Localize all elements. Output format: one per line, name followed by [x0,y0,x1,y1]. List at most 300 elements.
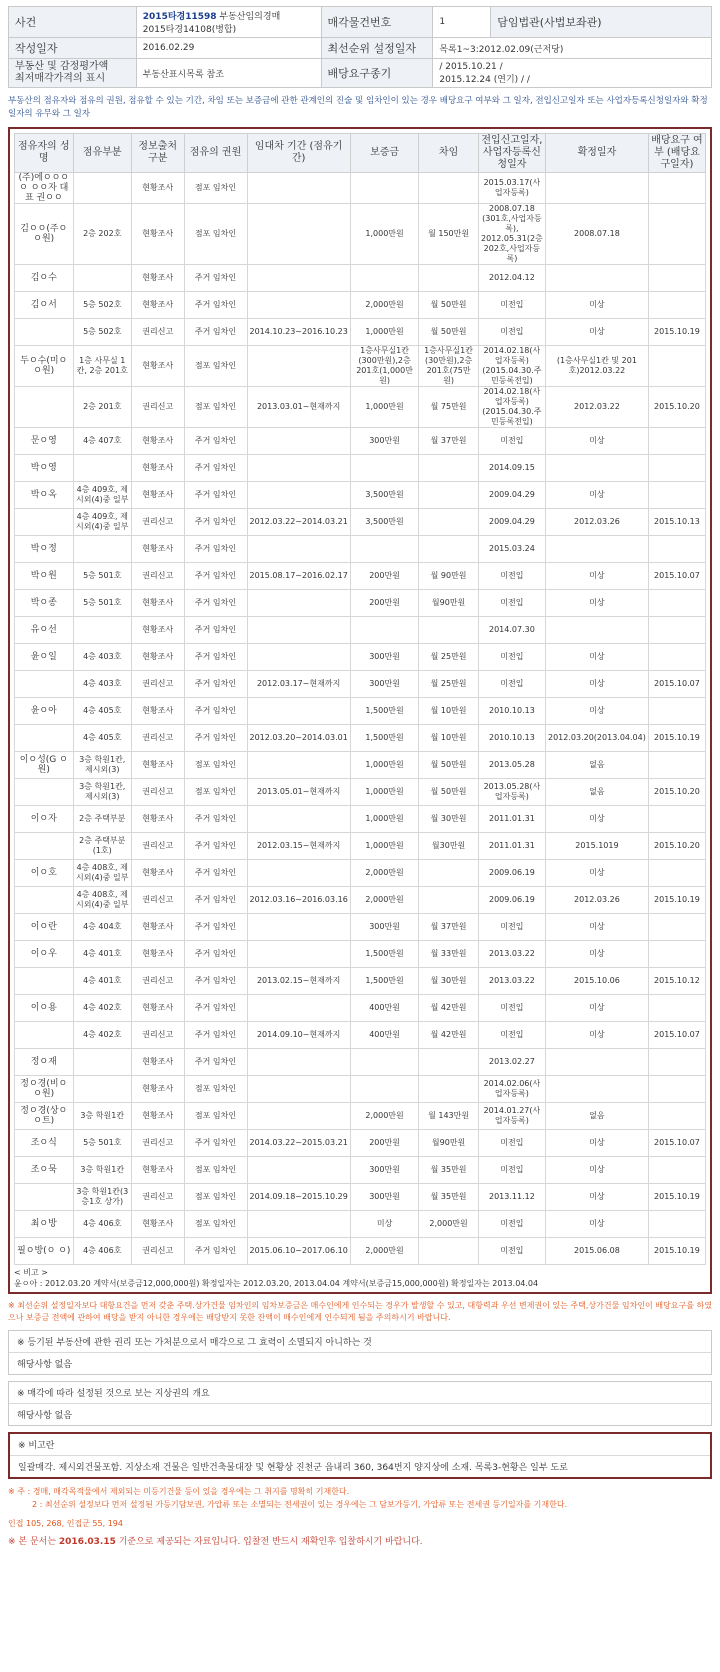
lease-period [247,644,350,671]
lease-period [247,1211,350,1238]
occupied-part: 4층 402호 [73,1022,131,1049]
lease-period: 2013.03.01~현재까지 [247,387,350,428]
rent [419,860,478,887]
lease-period [247,455,350,482]
info-source: 권리신고 [131,1022,184,1049]
dividend-request: 2015.10.20 [648,833,705,860]
occupied-part: 3층 학원1칸 [73,1103,131,1130]
table-row [15,1049,706,1076]
occupancy-right: 주거 임차인 [184,1130,247,1157]
dividend-request: 2015.10.07 [648,1022,705,1049]
registered-rights-body: 해당사항 없음 [17,1360,73,1370]
info-source: 현황조사 [131,752,184,779]
lease-period [247,1049,350,1076]
rent: 월 25만원 [419,644,478,671]
item-no-label: 매각물건번호 [321,7,433,38]
deposit: 3,500만원 [350,509,419,536]
occupied-part: 5층 501호 [73,563,131,590]
lease-period: 2012.03.22~2014.03.21 [247,509,350,536]
footnotes [8,1485,712,1549]
dividend-request [648,482,705,509]
deposit: 1,500만원 [350,941,419,968]
deposit: 300만원 [350,914,419,941]
deposit: 300만원 [350,1184,419,1211]
info-source: 권리신고 [131,509,184,536]
occupancy-right: 주거 임차인 [184,482,247,509]
occupancy-right: 주거 임차인 [184,590,247,617]
occupancy-right: 점포 임차인 [184,1184,247,1211]
occupied-part: 3층 학원1칸, 제시외(3) [73,779,131,806]
fixed-date: 미상 [546,914,649,941]
occupancy-right: 주거 임차인 [184,265,247,292]
table-row [15,887,706,914]
move-in-date: 2014.02.18(사업자등록)(2015.04.30.주민등록전입) [478,387,545,428]
occupant-name: 필ㅇ방(ㅇ ㅇ) [15,1238,74,1265]
dividend-request [648,698,705,725]
occupant-name: 이ㅇ우 [15,941,74,968]
occupant-name: 이ㅇ성(G ㅇ원) [15,752,74,779]
occupied-part: 4층 401호 [73,968,131,995]
remarks-box-title: ※ 비고란 [10,1434,710,1456]
lease-period: 2014.09.10~현재까지 [247,1022,350,1049]
move-in-date: 2014.01.27(사업자등록) [478,1103,545,1130]
intro-text: 부동산의 점유자와 점유의 권원, 점유할 수 있는 기간, 차임 또는 보증금에 관한 관계인의 진술 및 임차인이 있는 경우 배당요구 여부와 그 일자, 전입신고일자 또는 사업자등록신청일자와 확정일자의 유무와 그 일자 [8,96,708,119]
property-label: 부동산 및 감정평가액 최저매각가격의 표시 [9,59,137,88]
rent: 월30만원 [419,833,478,860]
info-source: 현황조사 [131,698,184,725]
occupant-name [15,319,74,346]
occupied-part: 4층 406호 [73,1238,131,1265]
dividend-request [648,536,705,563]
deadline-label: 배당요구종기 [321,59,433,88]
table-row [15,671,706,698]
dividend-request [648,204,705,265]
table-row [15,1238,706,1265]
occupancy-right: 점포 임차인 [184,1157,247,1184]
rent: 월 37만원 [419,428,478,455]
occupant-name: 정ㅇ재 [15,1049,74,1076]
occupant-name: 박ㅇ옥 [15,482,74,509]
move-in-date: 미전입 [478,644,545,671]
deposit: 1,000만원 [350,779,419,806]
occupancy-right: 점포 임차인 [184,204,247,265]
occupancy-right: 주거 임차인 [184,509,247,536]
lease-period: 2014.10.23~2016.10.23 [247,319,350,346]
rent: 월 143만원 [419,1103,478,1130]
rent [419,509,478,536]
info-source: 현황조사 [131,265,184,292]
rent [419,887,478,914]
table-row [15,563,706,590]
info-source: 권리신고 [131,671,184,698]
occupant-name: 박ㅇ원 [15,563,74,590]
occupant-name [15,509,74,536]
rent: 월 90만원 [419,563,478,590]
move-in-date: 2012.04.12 [478,265,545,292]
dividend-request: 2015.10.19 [648,725,705,752]
lease-period: 2014.09.18~2015.10.29 [247,1184,350,1211]
info-source: 현황조사 [131,536,184,563]
deposit: 1,000만원 [350,204,419,265]
fixed-date: 미상 [546,1184,649,1211]
surface-rights-title: ※ 매각에 따라 설정된 것으로 보는 지상권의 개요 [9,1382,711,1404]
rent [419,455,478,482]
occupancy-right: 점포 임차인 [184,779,247,806]
dividend-request [648,1076,705,1103]
deposit [350,265,419,292]
table-row [15,173,706,204]
occupant-name: 최ㅇ방 [15,1211,74,1238]
rent: 월 150만원 [419,204,478,265]
fixed-date: 없음 [546,752,649,779]
fixed-date: 미상 [546,995,649,1022]
occupied-part: 4층 406호 [73,1211,131,1238]
table-row [15,941,706,968]
footnote-1: ※ 주 : 경매, 매각목적물에서 제외되는 미등기건물 등이 있을 경우에는 그 취지를 명확히 기재한다. [8,1487,350,1496]
column-header: 배당요구 여부 (배당요구일자) [648,134,705,173]
deposit [350,455,419,482]
occupant-name: 박ㅇ영 [15,455,74,482]
move-in-date: 2014.07.30 [478,617,545,644]
move-in-date: 미전입 [478,671,545,698]
info-source: 현황조사 [131,860,184,887]
occupant-name: 유ㅇ선 [15,617,74,644]
move-in-date: 미전입 [478,1157,545,1184]
move-in-date: 2014.02.18(사업자등록)(2015.04.30.주민등록전입) [478,346,545,387]
table-row [15,536,706,563]
occupant-name [15,833,74,860]
info-source: 현황조사 [131,1211,184,1238]
table-row [15,455,706,482]
deposit: 2,000만원 [350,1238,419,1265]
table-row [15,968,706,995]
remarks-text: 윤ㅇ아 : 2012.03.20 계약서(보증금12,000,000원) 확정일자는 2012.03.20, 2013.04.04 계약서(보증금15,000,000원) 확정일자는 2013.04.04 [14,1279,539,1288]
occupant-section [8,127,712,1294]
fixed-date: 미상 [546,563,649,590]
occupant-name: 조ㅇ식 [15,1130,74,1157]
senior-value: 목록1~3:2012.02.09(근저당) [433,38,712,59]
deposit: 1,000만원 [350,752,419,779]
move-in-date: 2011.01.31 [478,806,545,833]
occupied-part [73,536,131,563]
dividend-request [648,173,705,204]
rent: 월 30만원 [419,806,478,833]
deposit: 200만원 [350,590,419,617]
occupant-name: 이ㅇ란 [15,914,74,941]
rent [419,1049,478,1076]
table-row [15,806,706,833]
column-header: 정보출처 구분 [131,134,184,173]
dividend-request [648,455,705,482]
info-source: 권리신고 [131,887,184,914]
occupied-part: 4층 408호, 제시외(4)중 일부 [73,887,131,914]
move-in-date: 미전입 [478,1022,545,1049]
fixed-date: 2008.07.18 [546,204,649,265]
table-row [15,644,706,671]
lease-period: 2012.03.16~2016.03.16 [247,887,350,914]
occupied-part: 4층 401호 [73,941,131,968]
remarks [14,1267,706,1289]
move-in-date: 2015.03.24 [478,536,545,563]
info-source: 현황조사 [131,204,184,265]
lease-period [247,941,350,968]
table-row [15,914,706,941]
occupant-name [15,387,74,428]
move-in-date: 2010.10.13 [478,725,545,752]
info-source: 권리신고 [131,833,184,860]
column-header: 점유의 권원 [184,134,247,173]
occupied-part: 3층 학원1칸 [73,1157,131,1184]
fixed-date: 미상 [546,1130,649,1157]
dividend-request [648,1157,705,1184]
rent: 월90만원 [419,590,478,617]
info-source: 권리신고 [131,563,184,590]
table-row [15,995,706,1022]
rent: 월 50만원 [419,752,478,779]
lease-period: 2015.08.17~2016.02.17 [247,563,350,590]
fixed-date: 미상 [546,428,649,455]
occupant-name [15,779,74,806]
fixed-date: 2012.03.26 [546,887,649,914]
deposit: 2,000만원 [350,292,419,319]
deposit [350,617,419,644]
occupancy-right: 점포 임차인 [184,1211,247,1238]
occupant-name: 이ㅇ호 [15,860,74,887]
rent: 월 37만원 [419,914,478,941]
occupancy-right: 주거 임차인 [184,617,247,644]
occupied-part: 2층 202호 [73,204,131,265]
rent [419,1238,478,1265]
move-in-date: 미전입 [478,1211,545,1238]
dividend-request: 2015.10.12 [648,968,705,995]
info-source: 현황조사 [131,1076,184,1103]
occupancy-right: 주거 임차인 [184,428,247,455]
occupied-part: 4층 402호 [73,995,131,1022]
fixed-date [546,1076,649,1103]
deposit: 200만원 [350,563,419,590]
move-in-date: 2013.11.12 [478,1184,545,1211]
case-number-cell [136,7,321,38]
occupant-name: 윤ㅇ아 [15,698,74,725]
deposit: 1층사무실1칸(300만원),2층 201호(1,000만원) [350,346,419,387]
rent [419,1076,478,1103]
lease-period [247,482,350,509]
fixed-date: 미상 [546,1022,649,1049]
occupant-name: 박ㅇ정 [15,536,74,563]
dividend-request: 2015.10.19 [648,1238,705,1265]
occupant-table [14,133,706,1265]
footnote-3: 인접 105, 268, 인접군 55, 194 [8,1519,123,1528]
dividend-request: 2015.10.13 [648,509,705,536]
occupancy-right: 주거 임차인 [184,995,247,1022]
registered-rights-title: ※ 등기된 부동산에 관한 권리 또는 가처분으로서 매각으로 그 효력이 소멸되지 아니하는 것 [9,1331,711,1353]
case-label: 사건 [9,7,137,38]
info-source: 권리신고 [131,387,184,428]
table-row [15,265,706,292]
rent: 2,000만원 [419,1211,478,1238]
occupant-name: 정ㅇ경(상ㅇ ㅇ트) [15,1103,74,1130]
dividend-request: 2015.10.20 [648,387,705,428]
table-row [15,698,706,725]
deposit: 300만원 [350,1157,419,1184]
occupancy-right: 주거 임차인 [184,941,247,968]
occupied-part: 4층 403호 [73,671,131,698]
lease-period: 2015.06.10~2017.06.10 [247,1238,350,1265]
fixed-date: 미상 [546,860,649,887]
move-in-date: 2013.03.22 [478,941,545,968]
dividend-request [648,617,705,644]
deposit: 2,000만원 [350,1103,419,1130]
dividend-request [648,914,705,941]
lease-period: 2012.03.20~2014.03.01 [247,725,350,752]
move-in-date: 2009.06.19 [478,887,545,914]
occupancy-right: 주거 임차인 [184,968,247,995]
occupied-part: 5층 502호 [73,319,131,346]
lease-period: 2013.05.01~현재까지 [247,779,350,806]
occupant-name: 윤ㅇ일 [15,644,74,671]
deposit: 400만원 [350,995,419,1022]
occupant-name: 이ㅇ자 [15,806,74,833]
fixed-date: 미상 [546,806,649,833]
deposit: 3,500만원 [350,482,419,509]
deposit: 300만원 [350,671,419,698]
info-source: 권리신고 [131,1184,184,1211]
move-in-date: 미전입 [478,563,545,590]
table-row [15,482,706,509]
occupancy-right: 점포 임차인 [184,1076,247,1103]
occupied-part: 5층 501호 [73,590,131,617]
info-source: 권리신고 [131,725,184,752]
occupied-part: 4층 403호 [73,644,131,671]
rent: 월 75만원 [419,387,478,428]
fixed-date: 2012.03.20(2013.04.04) [546,725,649,752]
rent: 1층사무실1칸(30만원),2층 201호(75만원) [419,346,478,387]
occupant-name: 조ㅇ묵 [15,1157,74,1184]
fixed-date: 미상 [546,644,649,671]
fixed-date [546,536,649,563]
fixed-date [546,173,649,204]
lease-period: 2012.03.17~현재까지 [247,671,350,698]
move-in-date: 미전입 [478,292,545,319]
fixed-date: 미상 [546,1211,649,1238]
table-row [15,833,706,860]
deposit: 200만원 [350,1130,419,1157]
dividend-request [648,1049,705,1076]
occupancy-right: 주거 임차인 [184,292,247,319]
move-in-date: 2013.05.28(사업자등록) [478,779,545,806]
deposit: 300만원 [350,644,419,671]
table-row [15,509,706,536]
table-row [15,1157,706,1184]
fixed-date: 미상 [546,319,649,346]
column-header: 확정일자 [546,134,649,173]
deposit: 300만원 [350,428,419,455]
table-row [15,346,706,387]
occupied-part [73,617,131,644]
lease-period [247,428,350,455]
remarks-label: < 비고 > [14,1268,48,1277]
info-source: 현황조사 [131,590,184,617]
dividend-request [648,806,705,833]
move-in-date: 미전입 [478,1130,545,1157]
fixed-date: 2012.03.22 [546,387,649,428]
deposit [350,1076,419,1103]
remarks-box [8,1432,712,1479]
move-in-date: 2014.02.06(사업자등록) [478,1076,545,1103]
occupancy-right: 주거 임차인 [184,1022,247,1049]
occupancy-right: 주거 임차인 [184,914,247,941]
occupant-name: 정ㅇ경(비ㅇ ㅇ원) [15,1076,74,1103]
case-number[interactable]: 2015타경11598 [142,12,217,22]
occupancy-right: 주거 임차인 [184,887,247,914]
occupant-name: 김ㅇ수 [15,265,74,292]
lease-period [247,617,350,644]
occupied-part: 4층 407호 [73,428,131,455]
table-row [15,1103,706,1130]
rent: 월 42만원 [419,995,478,1022]
move-in-date: 2008.07.18 (301호,사업자등록), 2012.05.31(2층 202호,사업자등록) [478,204,545,265]
table-row [15,860,706,887]
deadline-value: / 2015.10.21 / 2015.12.24 (연기) / / [433,59,712,88]
judge-label: 담임법관(사법보좌관) [491,7,712,38]
occupancy-right: 주거 임차인 [184,833,247,860]
occupancy-right: 주거 임차인 [184,1238,247,1265]
occupancy-right: 주거 임차인 [184,644,247,671]
lease-period: 2012.03.15~현재까지 [247,833,350,860]
info-source: 현황조사 [131,995,184,1022]
info-source: 권리신고 [131,1238,184,1265]
lease-period [247,346,350,387]
deposit [350,1049,419,1076]
table-row [15,319,706,346]
written-date: 2016.02.29 [136,38,321,59]
fixed-date: 2015.06.08 [546,1238,649,1265]
item-no: 1 [433,7,491,38]
info-source: 현황조사 [131,173,184,204]
table-row [15,617,706,644]
deposit: 400만원 [350,1022,419,1049]
table-row [15,590,706,617]
occupant-name: 박ㅇ종 [15,590,74,617]
dividend-request [648,995,705,1022]
move-in-date: 2013.05.28 [478,752,545,779]
deposit: 1,000만원 [350,806,419,833]
move-in-date: 미전입 [478,995,545,1022]
table-row [15,1022,706,1049]
occupancy-right: 점포 임차인 [184,752,247,779]
dividend-request [648,265,705,292]
occupied-part: 4층 404호 [73,914,131,941]
fixed-date: 없음 [546,1103,649,1130]
move-in-date: 미전입 [478,319,545,346]
fixed-date: 미상 [546,1157,649,1184]
lease-period [247,1076,350,1103]
fixed-date [546,1049,649,1076]
occupied-part [73,455,131,482]
table-row [15,779,706,806]
rent [419,265,478,292]
property-value: 부동산표시목록 참조 [136,59,321,88]
occupant-name: 김ㅇ서 [15,292,74,319]
deposit [350,173,419,204]
occupied-part: 4층 405호 [73,725,131,752]
deposit: 2,000만원 [350,860,419,887]
fixed-date: 없음 [546,779,649,806]
occupancy-right: 점포 임차인 [184,387,247,428]
footnote-2: 2 : 최선순위 설정보다 먼저 설정된 가등기담보권, 가압류 또는 소멸되는 전세권이 있는 경우에는 그 담보가등기, 가압류 또는 전세권 등기일자를 기재한다. [32,1500,568,1509]
written-label: 작성일자 [9,38,137,59]
fixed-date: 미상 [546,698,649,725]
